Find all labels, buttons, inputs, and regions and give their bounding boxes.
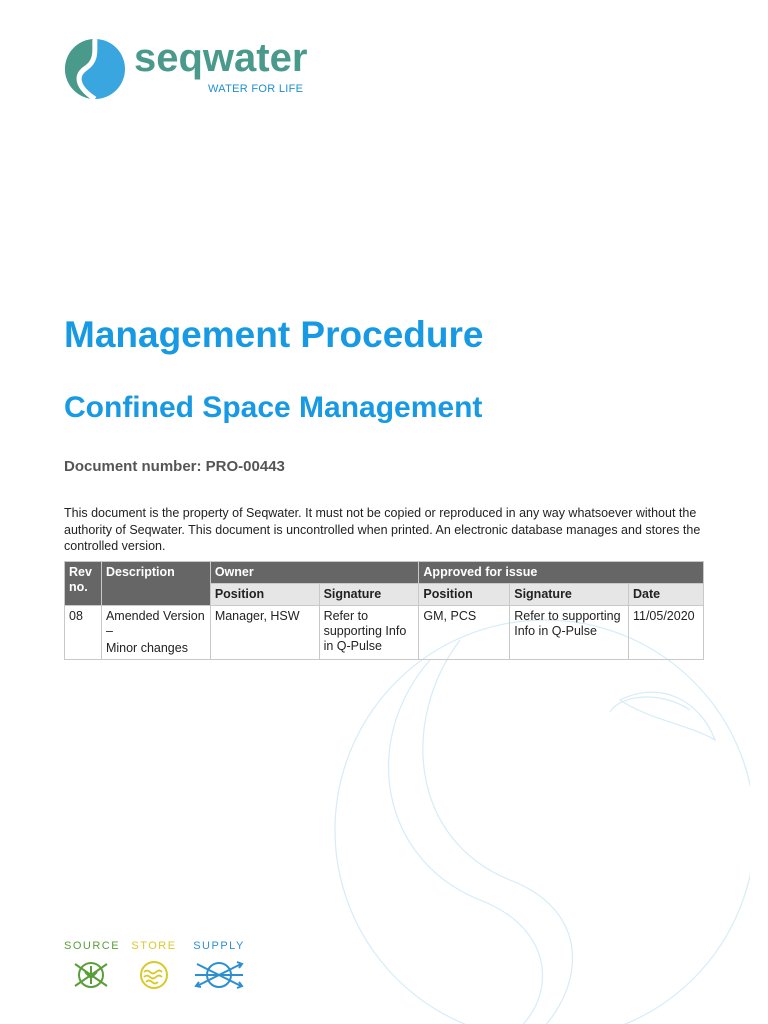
cell-description (101, 606, 210, 660)
supply-icon (193, 960, 245, 990)
source-icon (71, 960, 111, 990)
table-row (65, 606, 704, 660)
header-approved-for-issue: Approved for issue (419, 562, 704, 584)
header-date: Date (628, 584, 703, 606)
document-title: Management Procedure (64, 314, 484, 355)
header-rev-no: Rev no. (65, 562, 102, 606)
watermark-logo (320, 600, 750, 1024)
header-owner-position: Position (210, 584, 319, 606)
copyright-notice: This document is the property of Seqwater. It must not be copied or reproduced in any way whatsoever without the authority of Seqwater. This document is uncontrolled when printed. An electronic database manages and stores the controlled version. (64, 506, 701, 553)
cell-approver-position: GM, PCS (419, 606, 510, 660)
header-description: Description (101, 562, 210, 606)
store-icon (137, 960, 171, 990)
document-number: Document number: PRO-00443 (64, 458, 285, 475)
revision-table (64, 561, 704, 660)
brand-name: seqwater (134, 36, 308, 80)
cell-owner-signature: Refer to supporting Info in Q-Pulse (319, 606, 419, 660)
document-subtitle: Confined Space Management (64, 391, 483, 424)
supply-label: SUPPLY (193, 940, 245, 952)
source-store-supply-footer (64, 940, 264, 1000)
cell-date: 11/05/2020 (628, 606, 703, 660)
source-label: SOURCE (64, 940, 121, 952)
header-owner-signature: Signature (319, 584, 419, 606)
header-approver-signature: Signature (510, 584, 629, 606)
seqwater-droplet-icon (64, 38, 126, 100)
description-line-2: Minor changes (105, 641, 188, 655)
header-owner: Owner (210, 562, 419, 584)
source-block (64, 940, 121, 990)
brand-tagline: WATER FOR LIFE (208, 83, 304, 95)
supply-block (190, 940, 248, 990)
description-line-1: Amended Version – (105, 609, 205, 638)
seqwater-logo (64, 38, 324, 102)
cell-approver-signature: Refer to supporting Info in Q-Pulse (510, 606, 629, 660)
header-approver-position: Position (419, 584, 510, 606)
store-label: STORE (131, 940, 177, 952)
cell-rev: 08 (65, 606, 102, 660)
cell-owner-position: Manager, HSW (210, 606, 319, 660)
store-block (130, 940, 178, 990)
